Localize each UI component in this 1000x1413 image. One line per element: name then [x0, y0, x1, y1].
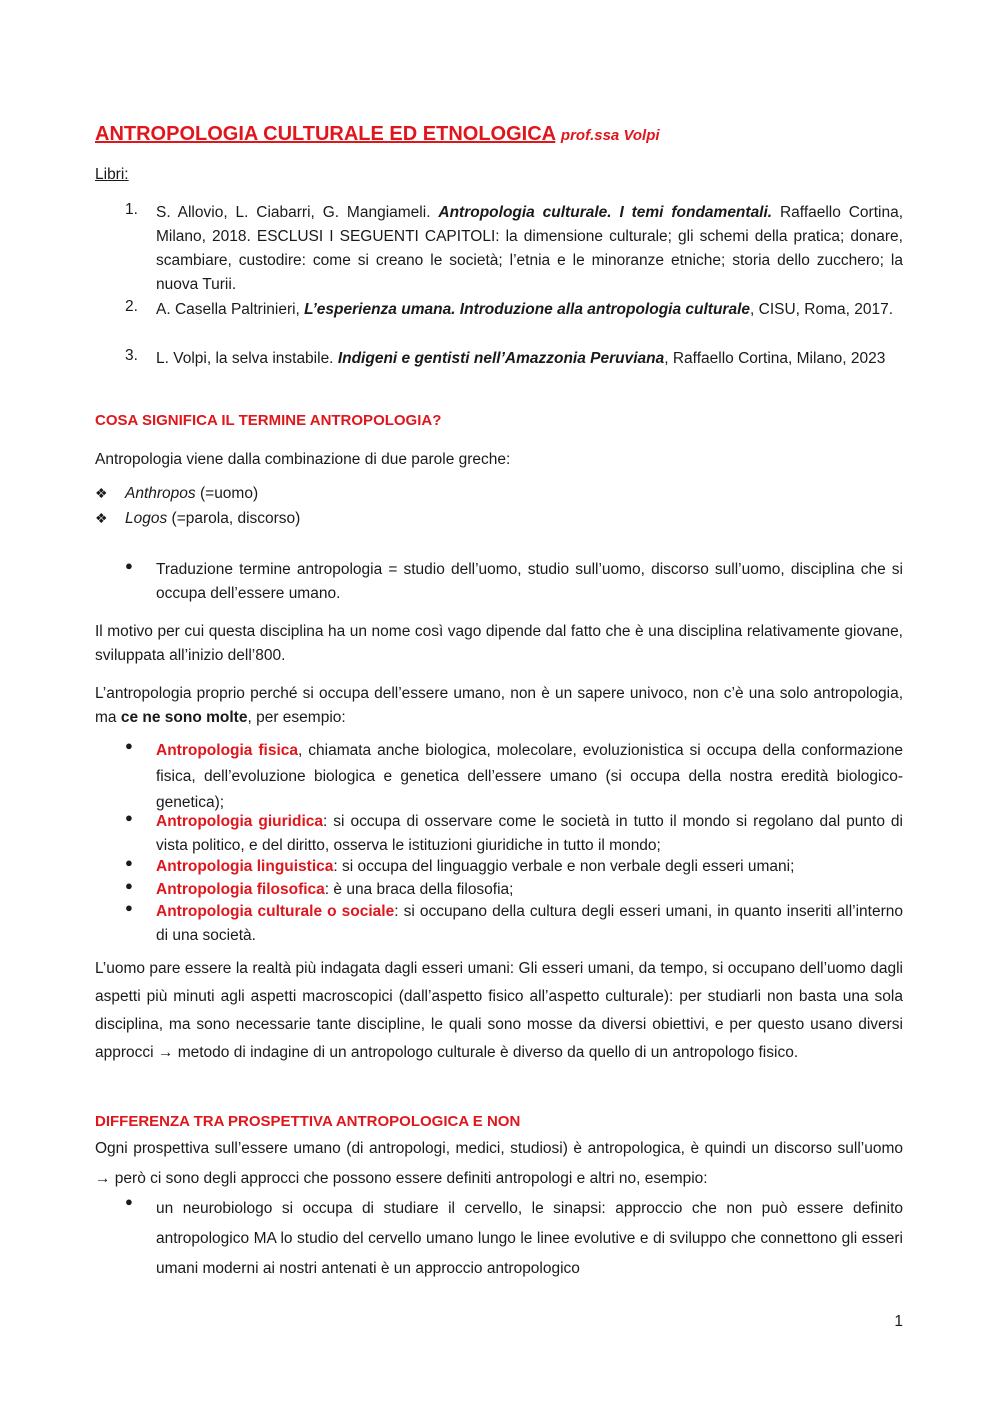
difference-paragraph: Ogni prospettiva sull’essere umano (di antropologi, medici, studiosi) è antropologica, è quindi un discorso sull’uomo → però ci sono degli approcci che possono essere definiti antropologi e altri no, esempio: — [95, 1140, 903, 1187]
intro-paragraph: Antropologia viene dalla combinazione di due parole greche: — [95, 451, 511, 468]
type-text — [156, 810, 903, 858]
plural-bold: ce ne sono molte — [120, 709, 248, 726]
type-description: : si occupa del linguaggio verbale e non verbale degli esseri umani; — [333, 858, 795, 875]
plural-paragraph — [95, 682, 903, 730]
translation-text: Traduzione termine antropologia = studio dell’uomo, studio sull’uomo, discorso sull’uomo, disciplina che si occupa dell’essere umano. — [156, 561, 903, 602]
greek-gloss: (=uomo) — [195, 485, 259, 502]
type-description: , chiamata anche biologica, molecolare, evoluzionistica si occupa della conformazione fisica, dell’evoluzione biologica e genetica dell’essere umano (si occupa della nostra eredità biologico-genetica); — [156, 742, 903, 811]
uomo-paragraph: L’uomo pare essere la realtà più indagata dagli esseri umani: Gli esseri umani, da tempo, si occupano dell’uomo dagli aspetti più minuti agli aspetti macroscopici (dall’aspetto fisico all’aspetto culturale): per studiarli non basta una sola disciplina, ma sono necessarie tante discipline, le quali sono mosse da diversi obiettivi, e per questo usano diversi approcci → metodo di indagine di un antropologo culturale è diverso da quello di un antropologo fisico. — [95, 960, 903, 1061]
books-label-colon: : — [124, 166, 129, 183]
type-text — [156, 738, 903, 816]
book-authors: L. Volpi, la selva instabile. — [156, 350, 338, 367]
page-number: 1 — [894, 1313, 903, 1330]
type-label: Antropologia culturale o sociale — [156, 903, 395, 920]
type-label: Antropologia linguistica — [156, 858, 334, 875]
book-title: L’esperienza umana. Introduzione alla antropologia culturale — [304, 301, 751, 318]
type-description: : si occupano della cultura degli esseri umani, in quanto inseriti all’interno di una società. — [156, 903, 903, 944]
neurobiologo-text: un neurobiologo si occupa di studiare il cervello, le sinapsi: approccio che non può essere definito antropologico MA lo studio del cervello umano lungo le linee evolutive e di sviluppo che connettono gli esseri umani moderni ai nostri antenati è un approccio antropologico — [156, 1200, 903, 1277]
motivo-paragraph: Il motivo per cui questa disciplina ha un nome così vago dipende dal fatto che è una disciplina relativamente giovane, sviluppata all’inizio dell’800. — [95, 623, 903, 664]
book-number: 3. — [125, 347, 138, 364]
greek-word-anthropos — [95, 485, 258, 503]
greek-term: Anthropos — [125, 485, 196, 502]
bullet-dot-icon: ● — [125, 1194, 133, 1209]
type-description: : è una braca della filosofia; — [324, 881, 514, 898]
book-number: 1. — [125, 201, 138, 218]
section-heading-difference: DIFFERENZA TRA PROSPETTIVA ANTROPOLOGICA E NON — [95, 1113, 521, 1130]
book-authors: S. Allovio, L. Ciabarri, G. Mangiameli. — [156, 204, 439, 221]
book-title: Indigeni e gentisti nell’Amazzonia Peruviana — [337, 350, 665, 367]
book-text — [156, 347, 903, 371]
type-text — [156, 855, 903, 879]
book-authors: A. Casella Paltrinieri, — [156, 301, 305, 318]
bullet-dot-icon: ● — [125, 558, 133, 573]
type-label: Antropologia filosofica — [156, 881, 325, 898]
diamond-bullet-icon: ❖ — [95, 485, 108, 501]
book-details: , CISU, Roma, 2017. — [750, 301, 894, 318]
bullet-dot-icon: ● — [125, 878, 133, 893]
diamond-bullet-icon: ❖ — [95, 510, 108, 526]
book-number: 2. — [125, 298, 138, 315]
type-label: Antropologia fisica — [156, 742, 299, 759]
bullet-dot-icon: ● — [125, 738, 133, 753]
type-description: : si occupa di osservare come le società in tutto il mondo si regolano dal punto di vista politico, e del diritto, osserva le istituzioni giuridiche in tutto il mondo; — [156, 813, 903, 854]
greek-term: Logos — [125, 510, 168, 527]
type-text — [156, 900, 903, 948]
books-label — [95, 166, 129, 184]
book-text — [156, 201, 903, 297]
type-label: Antropologia giuridica — [156, 813, 324, 830]
bullet-dot-icon: ● — [125, 900, 133, 915]
bullet-dot-icon: ● — [125, 855, 133, 870]
greek-word-logos — [95, 510, 300, 528]
book-details: , Raffaello Cortina, Milano, 2023 — [664, 350, 886, 367]
type-text — [156, 878, 903, 902]
book-title: Antropologia culturale. I temi fondamentali. — [438, 204, 773, 221]
title-professor: prof.ssa Volpi — [560, 127, 660, 144]
title-main: ANTROPOLOGIA CULTURALE ED ETNOLOGICA — [95, 123, 556, 145]
document-title — [95, 123, 660, 146]
section-heading-meaning: COSA SIGNIFICA IL TERMINE ANTROPOLOGIA? — [95, 412, 442, 429]
plural-post: , per esempio: — [247, 709, 346, 726]
books-label-text: Libri — [95, 166, 125, 183]
plural-pre: L’antropologia proprio perché si occupa dell’essere umano, non è un sapere univoco, non c’è una solo antropologia, ma — [95, 685, 903, 726]
book-text — [156, 298, 903, 322]
book-details: Raffaello Cortina, Milano, 2018. ESCLUSI I SEGUENTI CAPITOLI: la dimensione culturale; gli schemi della pratica; donare, scambiare, custodire: come si creano le società; l’etnia e le minoranze etniche; storia dello zucchero; la nuova Turii. — [156, 204, 904, 293]
bullet-dot-icon: ● — [125, 810, 133, 825]
greek-gloss: (=parola, discorso) — [167, 510, 301, 527]
